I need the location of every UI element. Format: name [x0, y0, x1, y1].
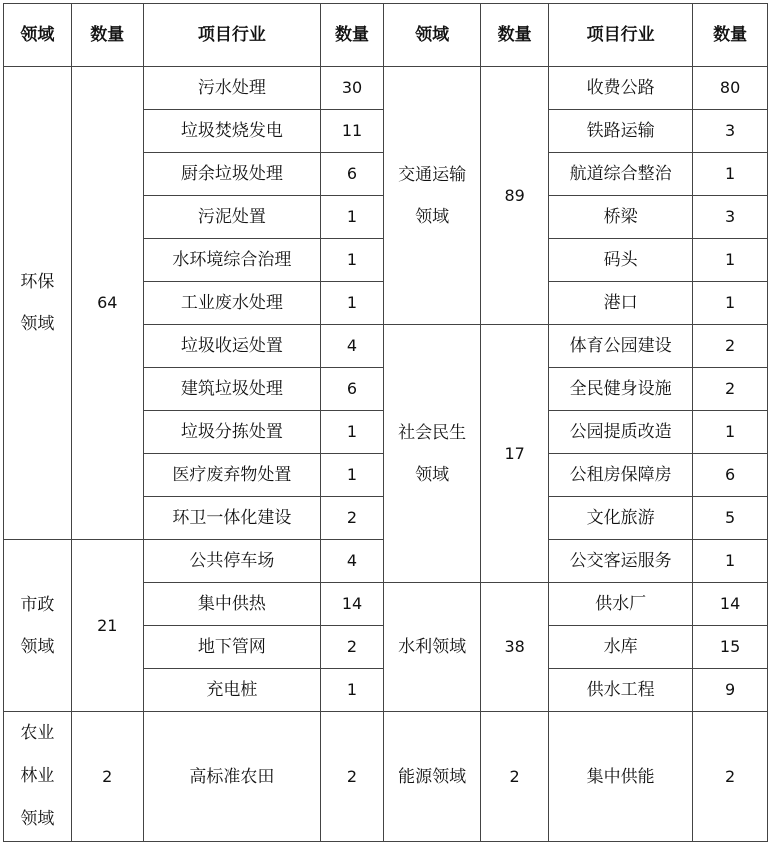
industry-count: 1 — [693, 153, 768, 196]
header-item-count-left: 数量 — [320, 4, 383, 67]
industry-count: 1 — [320, 282, 383, 325]
domain-label: 交通运输 领域 — [398, 164, 467, 227]
industry-count: 80 — [693, 67, 768, 110]
header-domain-left: 领域 — [4, 4, 72, 67]
domain-count: 38 — [481, 583, 549, 712]
domain-count: 21 — [71, 540, 143, 712]
industry-count: 6 — [320, 368, 383, 411]
industry-cell: 港口 — [549, 282, 693, 325]
industry-cell: 桥梁 — [549, 196, 693, 239]
header-row — [4, 4, 768, 67]
industry-count: 1 — [320, 239, 383, 282]
industry-count: 3 — [693, 110, 768, 153]
industry-count: 1 — [320, 669, 383, 712]
industry-count: 1 — [693, 411, 768, 454]
domain-label: 市政 领域 — [20, 594, 55, 657]
industry-count: 4 — [320, 540, 383, 583]
industry-count: 6 — [320, 153, 383, 196]
industry-count: 1 — [320, 454, 383, 497]
industry-count: 6 — [693, 454, 768, 497]
industry-count: 30 — [320, 67, 383, 110]
industry-count: 3 — [693, 196, 768, 239]
domain-label: 农业 林业 领域 — [20, 723, 55, 829]
industry-count: 2 — [320, 497, 383, 540]
industry-cell: 工业废水处理 — [143, 282, 320, 325]
industry-cell: 污水处理 — [143, 67, 320, 110]
industry-cell: 收费公路 — [549, 67, 693, 110]
industry-cell: 公租房保障房 — [549, 454, 693, 497]
industry-count: 9 — [693, 669, 768, 712]
industry-cell: 水环境综合治理 — [143, 239, 320, 282]
industry-cell: 供水工程 — [549, 669, 693, 712]
industry-count: 2 — [693, 325, 768, 368]
industry-count: 4 — [320, 325, 383, 368]
header-count-left: 数量 — [71, 4, 143, 67]
domain-cell — [4, 67, 72, 540]
industry-count: 2 — [693, 368, 768, 411]
domain-count: 2 — [71, 712, 143, 842]
industry-cell: 垃圾分拣处置 — [143, 411, 320, 454]
domain-count: 89 — [481, 67, 549, 325]
industry-count: 5 — [693, 497, 768, 540]
industry-cell: 铁路运输 — [549, 110, 693, 153]
industry-cell: 垃圾收运处置 — [143, 325, 320, 368]
industry-cell: 集中供热 — [143, 583, 320, 626]
industry-count: 2 — [320, 626, 383, 669]
industry-cell: 公交客运服务 — [549, 540, 693, 583]
industry-count: 1 — [320, 196, 383, 239]
domain-cell — [4, 712, 72, 842]
project-count-table — [3, 3, 768, 842]
industry-count: 14 — [320, 583, 383, 626]
domain-cell — [4, 540, 72, 712]
industry-cell: 充电桩 — [143, 669, 320, 712]
domain-label: 社会民生 领域 — [398, 422, 467, 485]
domain-count: 64 — [71, 67, 143, 540]
domain-cell — [384, 325, 481, 583]
industry-count: 1 — [693, 540, 768, 583]
industry-cell: 医疗废弃物处置 — [143, 454, 320, 497]
domain-cell — [384, 67, 481, 325]
industry-cell: 高标准农田 — [143, 712, 320, 842]
industry-cell: 集中供能 — [549, 712, 693, 842]
domain-label: 环保 领域 — [20, 272, 55, 334]
domain-count: 17 — [481, 325, 549, 583]
header-industry-left: 项目行业 — [143, 4, 320, 67]
industry-cell: 公共停车场 — [143, 540, 320, 583]
header-domain-right: 领域 — [384, 4, 481, 67]
industry-count: 1 — [693, 282, 768, 325]
industry-cell: 供水厂 — [549, 583, 693, 626]
industry-count: 14 — [693, 583, 768, 626]
domain-cell: 能源领域 — [384, 712, 481, 842]
industry-cell: 垃圾焚烧发电 — [143, 110, 320, 153]
header-industry-right: 项目行业 — [549, 4, 693, 67]
industry-cell: 文化旅游 — [549, 497, 693, 540]
industry-cell: 码头 — [549, 239, 693, 282]
industry-cell: 水库 — [549, 626, 693, 669]
industry-cell: 体育公园建设 — [549, 325, 693, 368]
header-item-count-right: 数量 — [693, 4, 768, 67]
industry-count: 15 — [693, 626, 768, 669]
industry-cell: 污泥处置 — [143, 196, 320, 239]
header-count-right: 数量 — [481, 4, 549, 67]
domain-count: 2 — [481, 712, 549, 842]
industry-count: 11 — [320, 110, 383, 153]
industry-cell: 厨余垃圾处理 — [143, 153, 320, 196]
industry-cell: 航道综合整治 — [549, 153, 693, 196]
industry-count: 1 — [693, 239, 768, 282]
industry-cell: 建筑垃圾处理 — [143, 368, 320, 411]
domain-cell: 水利领域 — [384, 583, 481, 712]
industry-cell: 地下管网 — [143, 626, 320, 669]
industry-count: 1 — [320, 411, 383, 454]
industry-count: 2 — [320, 712, 383, 842]
table-row — [4, 712, 768, 842]
industry-cell: 环卫一体化建设 — [143, 497, 320, 540]
industry-count: 2 — [693, 712, 768, 842]
industry-cell: 全民健身设施 — [549, 368, 693, 411]
industry-cell: 公园提质改造 — [549, 411, 693, 454]
table-row — [4, 67, 768, 110]
